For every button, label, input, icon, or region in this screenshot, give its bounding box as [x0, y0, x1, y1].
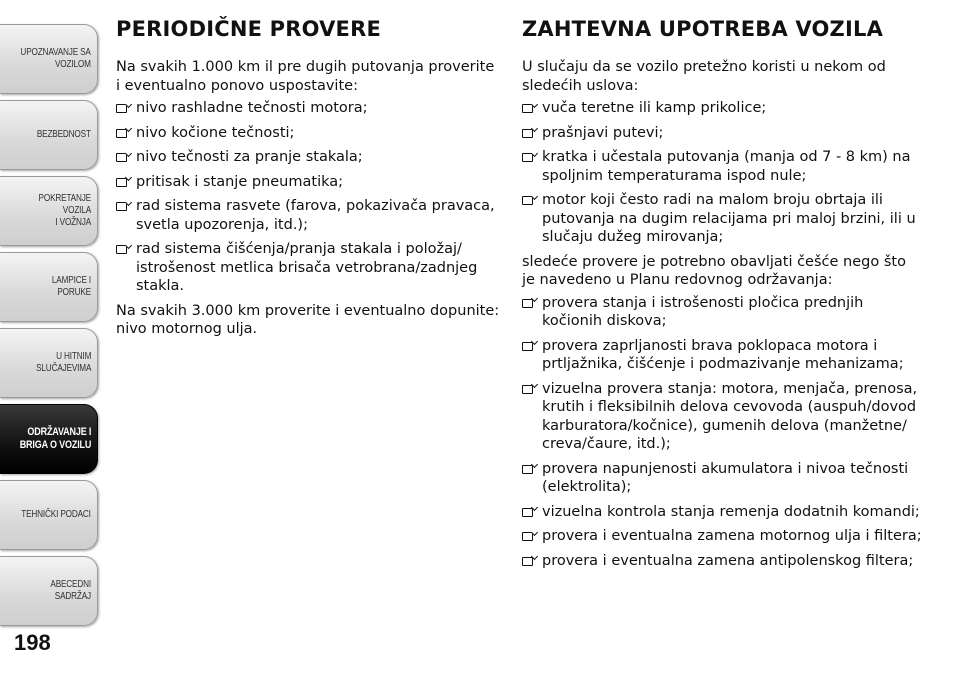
list-item: motor koji često radi na malom broju obrtaja ili putovanja na dugim relacijama pri maloj brzini, ili u slučaju dužeg mirovanja;: [522, 191, 922, 247]
list-item: kratka i učestala putovanja (manja od 7 - 8 km) na spoljnim temperaturama ispod nule;: [522, 148, 922, 185]
checkbox-bullet-icon: [522, 532, 533, 541]
tab-lampice-i-poruke[interactable]: [0, 252, 98, 322]
tab-label: U HITNIM SLUČAJEVIMA: [35, 351, 91, 374]
checkbox-bullet-icon: [522, 153, 533, 162]
checkbox-bullet-icon: [522, 299, 533, 308]
list-item: vuča teretne ili kamp prikolice;: [522, 99, 922, 118]
tab-label: ODRŽAVANJE I BRIGA O VOZILU: [19, 426, 91, 451]
section-title: PERIODIČNE PROVERE: [116, 17, 382, 41]
tab-abecedni-sadrzaj[interactable]: [0, 556, 98, 626]
middle-text: sledeće provere je potrebno obavljati češće nego što je navedeno u Planu redovnog održavanja:: [522, 253, 906, 288]
checkbox-bullet-icon: [116, 129, 127, 138]
check-list: [522, 294, 922, 571]
demanding-use-section: [522, 14, 922, 576]
tab-pokretanje-vozila[interactable]: [0, 176, 98, 246]
intro-text: U slučaju da se vozilo pretežno koristi u nekom od sledećih uslova:: [522, 59, 886, 94]
tab-label: POKRETANJE VOZILA I VOŽNJA: [38, 193, 91, 228]
checkbox-bullet-icon: [116, 202, 127, 211]
list-item: vizuelna kontrola stanja remenja dodatnih komandi;: [522, 503, 922, 522]
checkbox-bullet-icon: [522, 129, 533, 138]
intro-text: Na svakih 1.000 km il pre dugih putovanja proverite i eventualno ponovo uspostavite:: [116, 59, 495, 94]
list-item: pritisak i stanje pneumatika;: [116, 173, 501, 192]
list-item: nivo kočione tečnosti;: [116, 124, 501, 143]
list-item: rad sistema rasvete (farova, pokazivača pravaca, svetla upozorenja, itd.);: [116, 197, 501, 234]
tab-odrzavanje-i-briga[interactable]: [0, 404, 98, 474]
tab-upoznavanje-sa-vozilom[interactable]: [0, 24, 98, 94]
list-item: provera i eventualna zamena antipolenskog filtera;: [522, 552, 922, 571]
section-title: ZAHTEVNA UPOTREBA VOZILA: [522, 17, 884, 41]
list-item: provera zaprljanosti brava poklopaca motora i prtljažnika, čišćenje i podmazivanje mehanizama;: [522, 337, 922, 374]
checkbox-bullet-icon: [116, 153, 127, 162]
list-item: provera stanja i istrošenosti pločica prednjih kočionih diskova;: [522, 294, 922, 331]
list-item: prašnjavi putevi;: [522, 124, 922, 143]
checkbox-bullet-icon: [116, 178, 127, 187]
tab-label: TEHNIČKI PODACI: [21, 509, 91, 520]
list-item: rad sistema čišćenja/pranja stakala i položaj/ istrošenost metlica brisača vetrobrana/zadnjeg stakla.: [116, 240, 501, 296]
checkbox-bullet-icon: [522, 342, 533, 351]
tab-label: UPOZNAVANJE SA VOZILOM: [20, 47, 91, 70]
checkbox-bullet-icon: [522, 196, 533, 205]
tab-label: LAMPICE I PORUKE: [51, 275, 91, 298]
tab-label: ABECEDNI SADRŽAJ: [50, 579, 91, 602]
list-item: nivo tečnosti za pranje stakala;: [116, 148, 501, 167]
list-item: provera i eventualna zamena motornog ulja i filtera;: [522, 527, 922, 546]
check-list: [116, 99, 501, 296]
checkbox-bullet-icon: [522, 104, 533, 113]
page-number: 198: [14, 630, 51, 655]
periodic-checks-section: [116, 14, 501, 343]
condition-list: [522, 99, 922, 247]
list-item: vizuelna provera stanja: motora, menjača, prenosa, krutih i fleksibilnih delova cevovoda (auspuh/dovod karburatora/kočnice), gumenih delova (manžetne/ creva/čaure, itd.);: [522, 380, 922, 454]
tab-bezbednost[interactable]: [0, 100, 98, 170]
checkbox-bullet-icon: [522, 557, 533, 566]
list-item: nivo rashladne tečnosti motora;: [116, 99, 501, 118]
tab-u-hitnim-slucajevima[interactable]: [0, 328, 98, 398]
checkbox-bullet-icon: [116, 104, 127, 113]
checkbox-bullet-icon: [522, 508, 533, 517]
tab-tehnicki-podaci[interactable]: [0, 480, 98, 550]
tab-label: BEZBEDNOST: [37, 129, 91, 140]
checkbox-bullet-icon: [522, 385, 533, 394]
checkbox-bullet-icon: [116, 245, 127, 254]
outro-text: Na svakih 3.000 km proverite i eventualno dopunite: nivo motornog ulja.: [116, 302, 500, 337]
checkbox-bullet-icon: [522, 465, 533, 474]
list-item: provera napunjenosti akumulatora i nivoa tečnosti (elektrolita);: [522, 460, 922, 497]
